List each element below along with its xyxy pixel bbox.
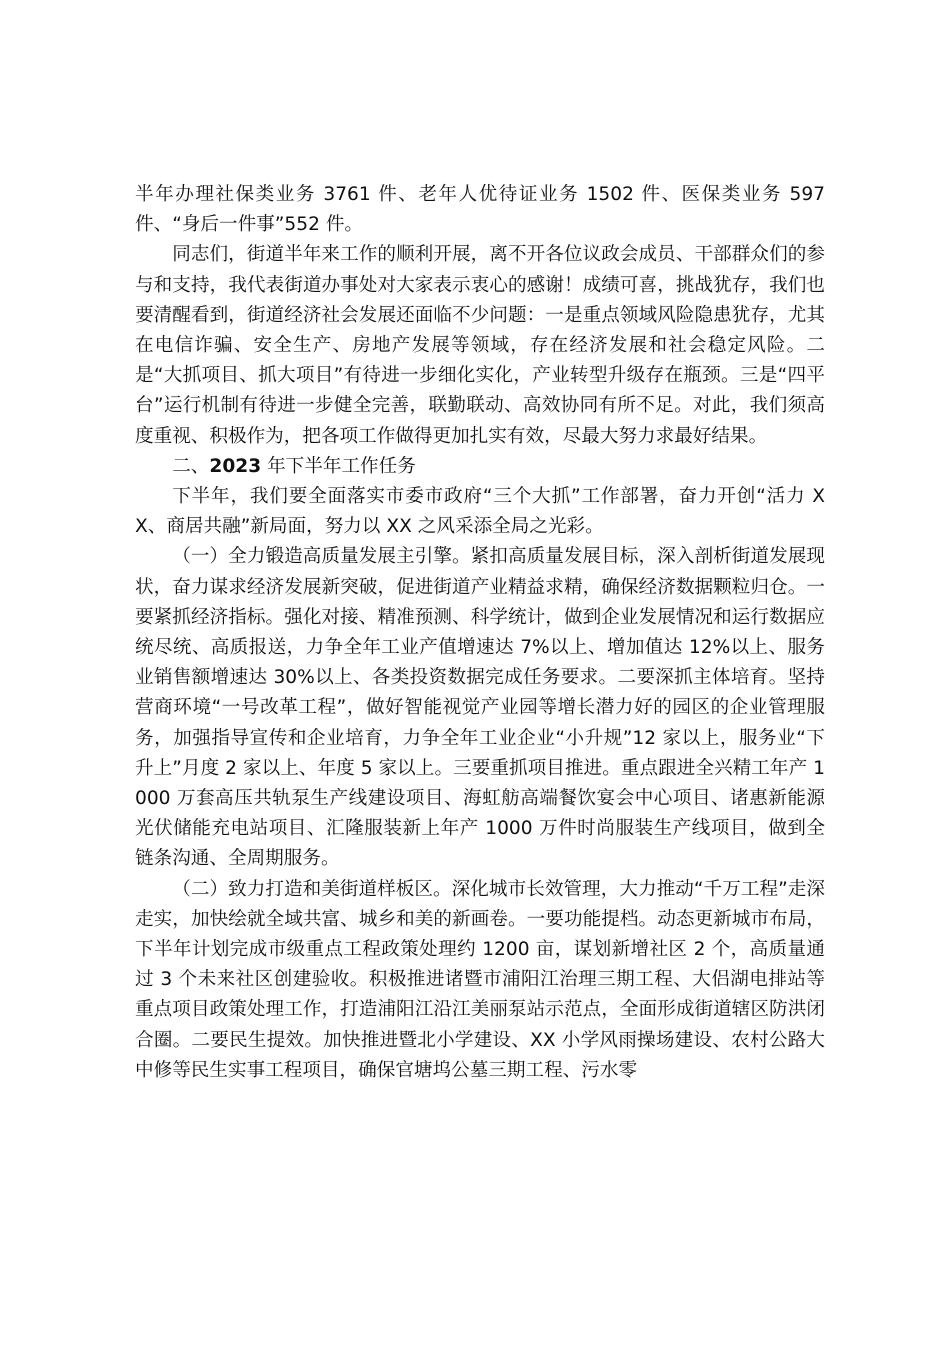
section-heading	[135, 452, 825, 482]
section-heading-prefix: 二、	[172, 455, 210, 477]
paragraph-4: （一）全力锻造高质量发展主引擎。紧扣高质量发展目标，深入剖析街道发展现状，奋力谋求经济发展新突破，促进街道产业精益求精，确保经济数据颗粒归仓。一要紧抓经济指标。强化对接、精准预测、科学统计，做到企业发展情况和运行数据应统尽统、高质报送，力争全年工业产值增速达 7%以上、增加值达 12%以上、服务业销售额增速达 30%以上、各类投资数据完成任务要求。二要深抓主体培育。坚持营商环境“一号改革工程”，做好智能视觉产业园等增长潜力好的园区的企业管理服务，加强指导宣传和企业培育，力争全年工业企业“小升规”12 家以上，服务业“下升上”月度 2 家以上、年度 5 家以上。三要重抓项目推进。重点跟进全兴精工年产 1000 万套高压共轨泵生产线建设项目、海虹舫高端餐饮宴会中心项目、诸惠新能源光伏储能充电站项目、汇隆服装新上年产 1000 万件时尚服装生产线项目，做到全链条沟通、全周期服务。	[135, 546, 825, 870]
section-heading-suffix: 年下半年工作任务	[261, 455, 416, 477]
paragraph-1: 半年办理社保类业务 3761 件、老年人优待证业务 1502 件、医保类业务 597 件、“身后一件事”552 件。	[135, 184, 825, 236]
document-body	[135, 180, 825, 1086]
section-heading-year: 2023	[209, 455, 262, 477]
paragraph-3: 下半年，我们要全面落实市委市政府“三个大抓”工作部署，奋力开创“活力 XX、商居共融”新局面，努力以 XX 之风采添全局之光彩。	[135, 486, 825, 538]
paragraph-2: 同志们，街道半年来工作的顺利开展，离不开各位议政会成员、干部群众们的参与和支持，我代表街道办事处对大家表示衷心的感谢！成绩可喜，挑战犹存，我们也要清醒看到，街道经济社会发展还面临不少问题：一是重点领域风险隐患犹存，尤其在电信诈骗、安全生产、房地产发展等领域，存在经济发展和社会稳定风险。二是“大抓项目、抓大项目”有待进一步细化实化，产业转型升级存在瓶颈。三是“四平台”运行机制有待进一步健全完善，联勤联动、高效协同有所不足。对此，我们须高度重视、积极作为，把各项工作做得更加扎实有效，尽最大努力求最好结果。	[135, 244, 825, 447]
paragraph-5: （二）致力打造和美街道样板区。深化城市长效管理，大力推动“千万工程”走深走实，加快绘就全域共富、城乡和美的新画卷。一要功能提档。动态更新城市布局，下半年计划完成市级重点工程政策处理约 1200 亩，谋划新增社区 2 个，高质量通过 3 个未来社区创建验收。积极推进诸暨市浦阳江治理三期工程、大侣湖电排站等重点项目政策处理工作，打造浦阳江沿江美丽泵站示范点，全面形成街道辖区防洪闭合圈。二要民生提效。加快推进暨北小学建设、XX 小学风雨操场建设、农村公路大中修等民生实事工程项目，确保官塘坞公墓三期工程、污水零	[135, 878, 825, 1081]
